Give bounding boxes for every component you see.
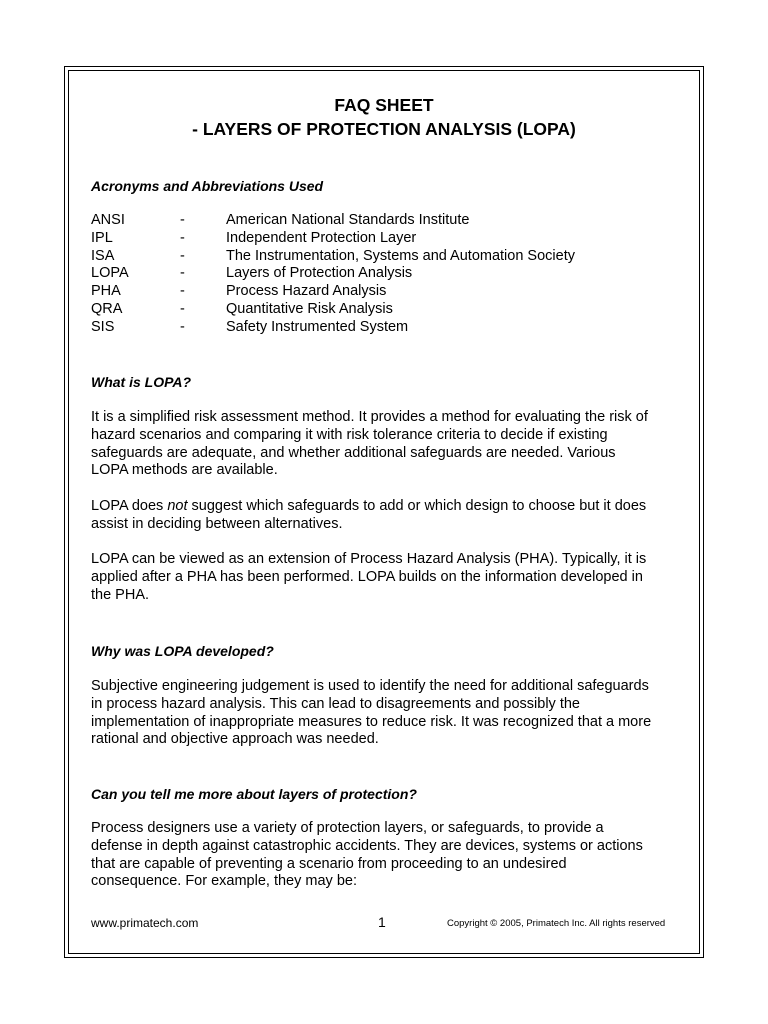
acronym-dash: - bbox=[180, 300, 185, 317]
text-line: Subjective engineering judgement is used to identify the need for additional safeguards bbox=[91, 678, 649, 694]
text-run: suggest which safeguards to add or which design to choose but it does bbox=[187, 498, 647, 514]
text-line: rational and objective approach was needed. bbox=[91, 731, 379, 748]
footer-copyright: Copyright © 2005, Primatech Inc. All rights reserved bbox=[447, 918, 666, 929]
page-number: 1 bbox=[378, 914, 386, 930]
acronym-abbr: LOPA bbox=[91, 265, 129, 282]
text-line: LOPA methods are available. bbox=[91, 462, 278, 479]
text-line: defense in depth against catastrophic accidents. They are devices, systems or actions bbox=[91, 837, 643, 854]
acronym-dash: - bbox=[180, 247, 185, 264]
acronym-definition: Quantitative Risk Analysis bbox=[226, 300, 393, 317]
acronym-dash: - bbox=[180, 318, 185, 335]
acronym-definition: American National Standards Institute bbox=[226, 212, 470, 228]
text-line: LOPA can be viewed as an extension of Process Hazard Analysis (PHA). Typically, it is bbox=[91, 551, 647, 567]
acronym-definition: The Instrumentation, Systems and Automation Society bbox=[226, 247, 575, 264]
text-line: implementation of inappropriate measures to reduce risk. It was recognized that a more bbox=[91, 713, 652, 730]
footer-website: www.primatech.com bbox=[91, 916, 199, 930]
what-is-paragraph-2 bbox=[91, 498, 691, 534]
text-line: It is a simplified risk assessment method. It provides a method for evaluating the risk of bbox=[91, 409, 648, 425]
acronym-abbr: ANSI bbox=[91, 212, 125, 228]
acronym-definition: Safety Instrumented System bbox=[226, 318, 409, 335]
text-line bbox=[91, 498, 691, 516]
text-line: consequence. For example, they may be: bbox=[91, 873, 357, 890]
layers-paragraph bbox=[91, 820, 691, 891]
text-line: in process hazard analysis. This can lead to disagreements and possibly the bbox=[91, 695, 580, 712]
emphasis-text: not bbox=[167, 498, 188, 514]
text-line: safeguards are adequate, and whether additional safeguards are needed. Various bbox=[91, 444, 616, 461]
acronyms-heading: Acronyms and Abbreviations Used bbox=[91, 178, 324, 194]
acronym-definition: Process Hazard Analysis bbox=[226, 283, 387, 300]
text-line: Process designers use a variety of protection layers, or safeguards, to provide a bbox=[91, 820, 604, 836]
acronym-abbr: SIS bbox=[91, 318, 115, 335]
acronym-abbr: ISA bbox=[91, 247, 115, 264]
text-line: applied after a PHA has been performed. LOPA builds on the information developed in bbox=[91, 568, 643, 585]
acronym-definition: Independent Protection Layer bbox=[226, 229, 417, 246]
acronym-abbr: PHA bbox=[91, 283, 121, 300]
acronym-dash: - bbox=[180, 265, 185, 282]
text-line: hazard scenarios and comparing it with risk tolerance criteria to decide if existing bbox=[91, 426, 608, 443]
text-line: the PHA. bbox=[91, 586, 150, 603]
acronym-dash: - bbox=[180, 283, 185, 300]
what-is-lopa-heading: What is LOPA? bbox=[91, 374, 192, 390]
why-lopa-heading: Why was LOPA developed? bbox=[91, 643, 274, 659]
text-line: that are capable of preventing a scenario from proceeding to an undesired bbox=[91, 855, 567, 872]
text-run: LOPA does bbox=[91, 498, 168, 514]
what-is-paragraph-1 bbox=[91, 409, 691, 480]
acronym-abbr: IPL bbox=[91, 229, 113, 246]
why-paragraph bbox=[91, 678, 691, 749]
acronym-dash: - bbox=[180, 229, 185, 246]
acronym-dash: - bbox=[180, 212, 185, 228]
what-is-paragraph-3 bbox=[91, 551, 691, 604]
text-line: assist in deciding between alternatives. bbox=[91, 515, 343, 532]
page-title-line-2: - LAYERS OF PROTECTION ANALYSIS (LOPA) bbox=[192, 119, 576, 139]
acronym-abbr: QRA bbox=[91, 300, 123, 317]
acronym-definition: Layers of Protection Analysis bbox=[226, 265, 413, 282]
layers-heading: Can you tell me more about layers of protection? bbox=[91, 786, 417, 802]
page-title-line-1: FAQ SHEET bbox=[334, 95, 434, 115]
